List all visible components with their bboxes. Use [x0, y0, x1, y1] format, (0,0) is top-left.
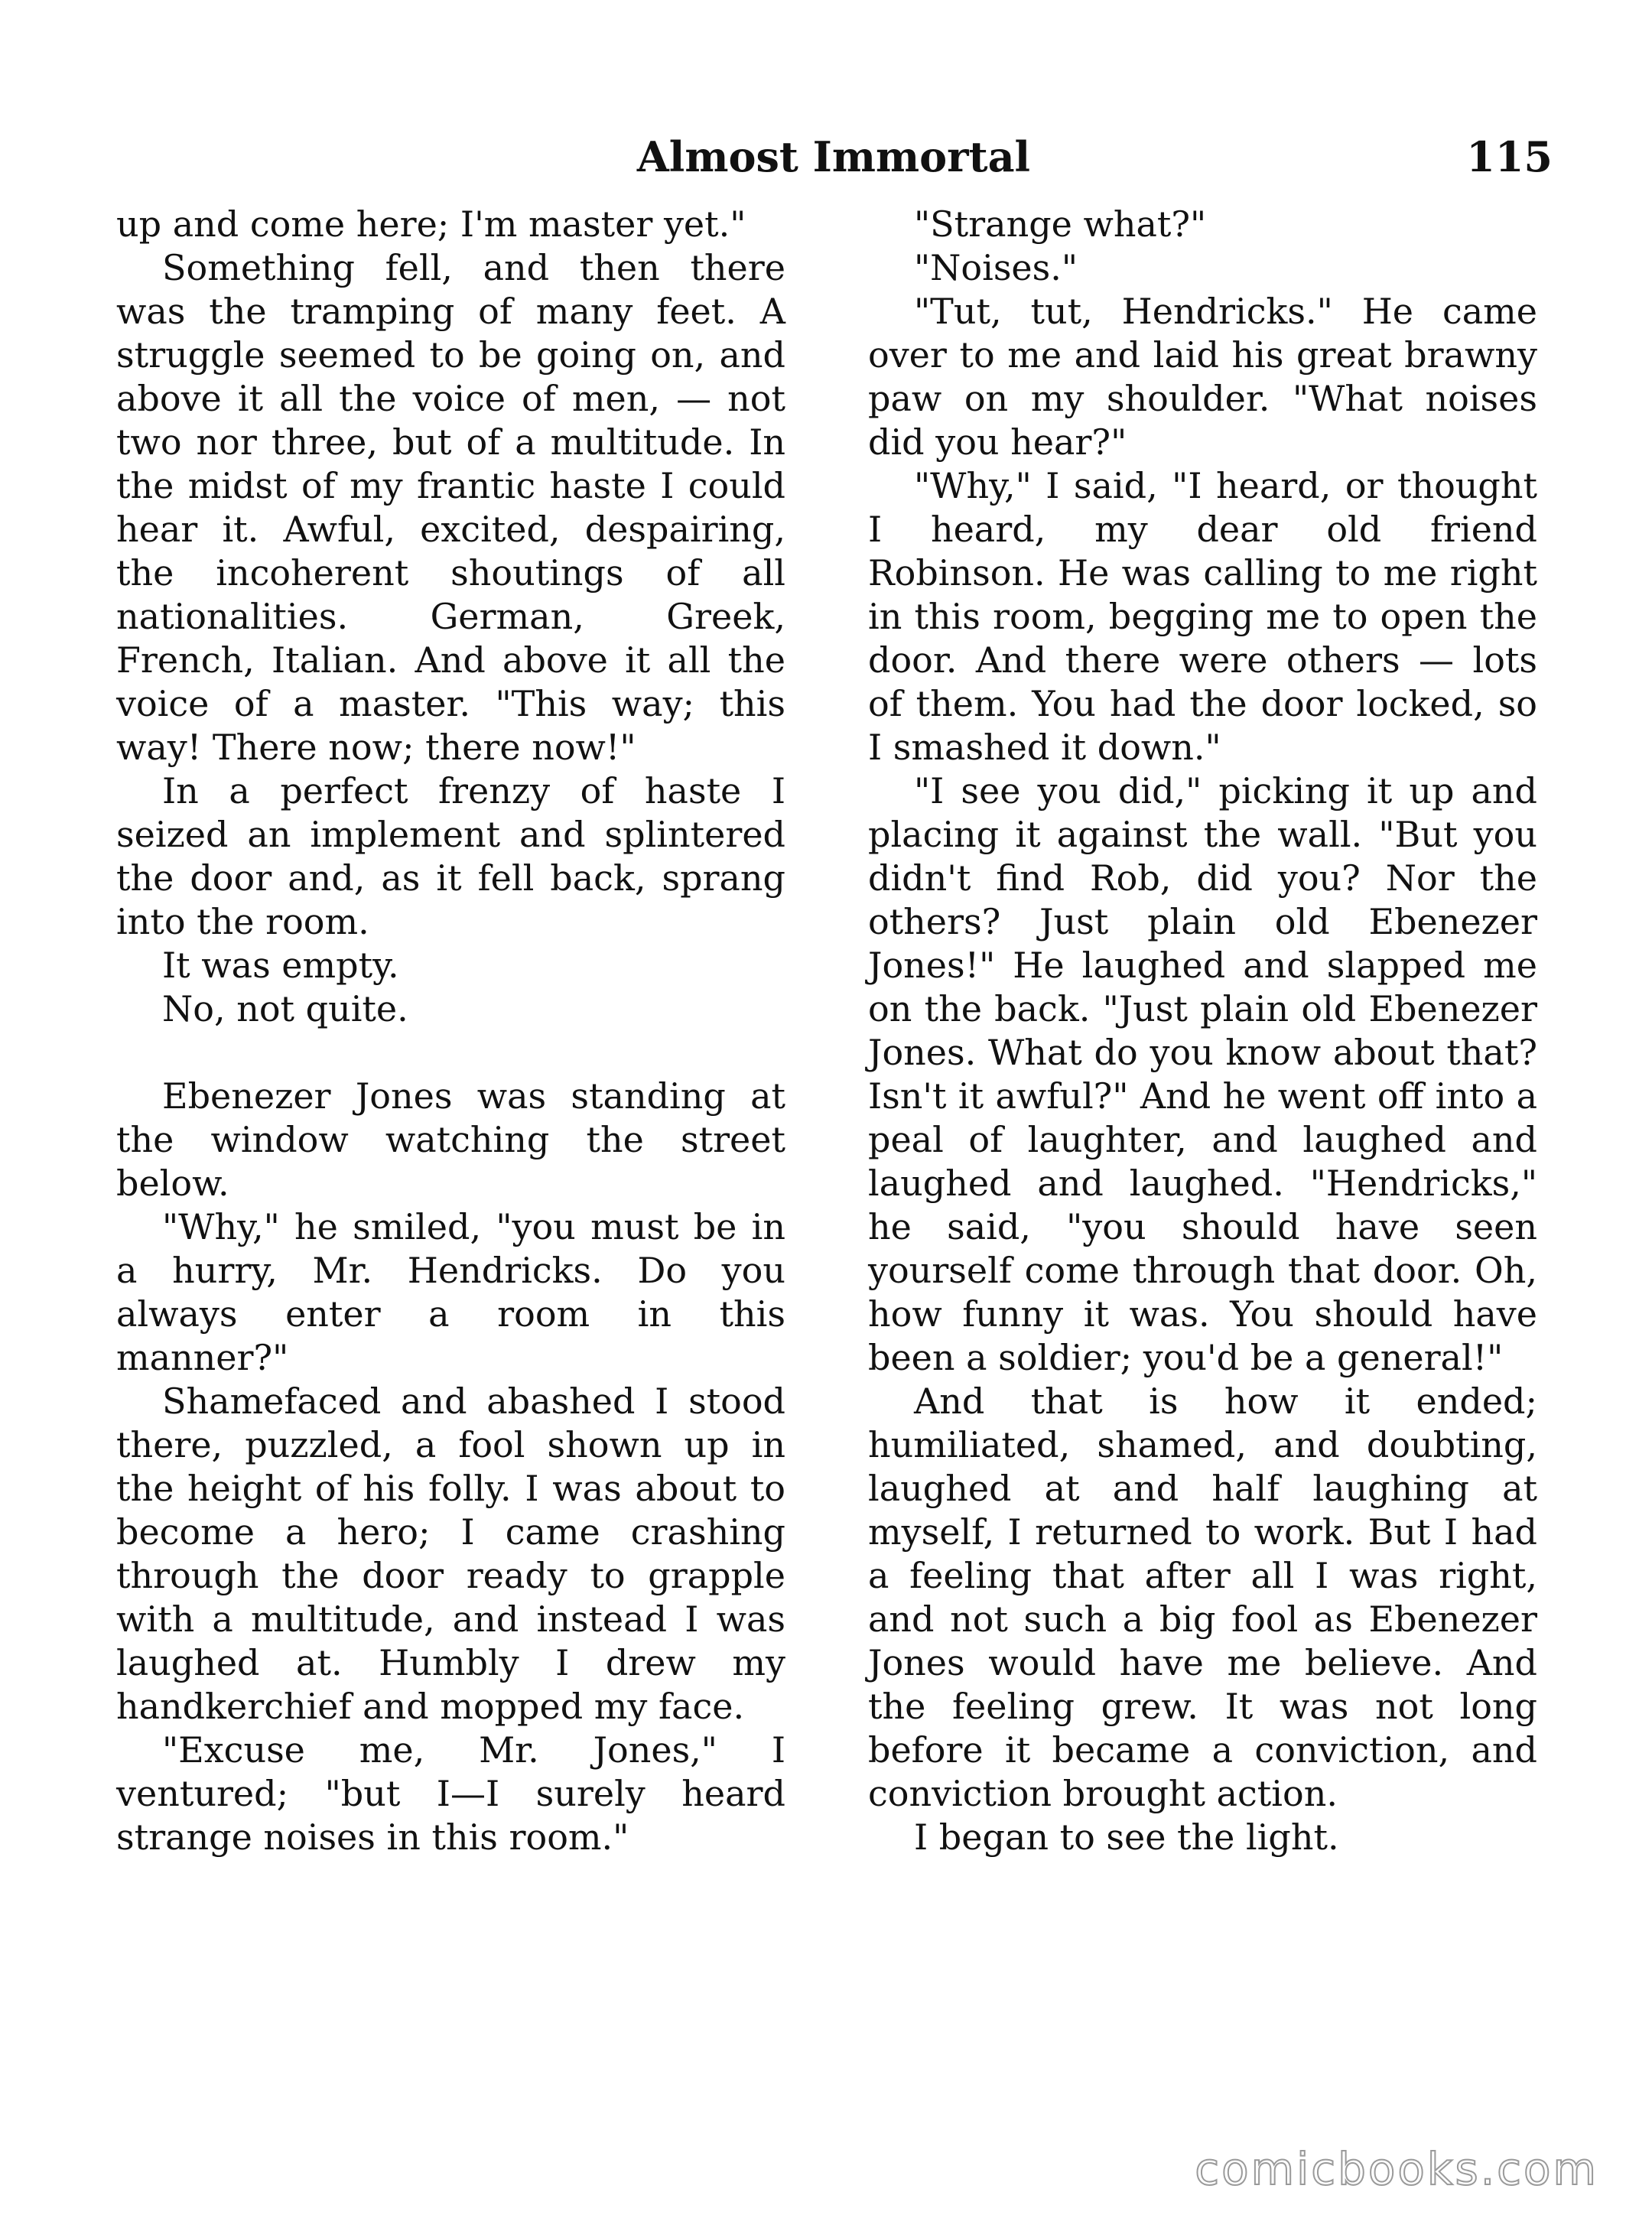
paragraph: "Noises." [914, 247, 1078, 288]
paragraph: "Why," he smiled, "you must be in a hurry, Mr. Hendricks. Do you always enter a room in this manner?" [116, 1206, 785, 1378]
page-number: 115 [1466, 132, 1553, 181]
text-column-left [116, 203, 785, 1859]
paragraph: In a perfect frenzy of haste I seized an implement and splintered the door and, as it fell back, sprang into the room. [116, 770, 785, 942]
site-watermark: comicbooks.com [1195, 2143, 1598, 2195]
text-column-right [868, 203, 1537, 1859]
paragraph: Shamefaced and abashed I stood there, puzzled, a fool shown up in the height of his folly. I was about to become a hero; I came crashing through the door ready to grapple with a multitude, and instead I was laughed at. Humbly I drew my handkerchief and mopped my face. [116, 1381, 785, 1727]
running-title: Almost Immortal [636, 132, 1031, 181]
paragraph: I began to see the light. [914, 1816, 1339, 1858]
paragraph: up and come here; I'm master yet." [116, 203, 746, 245]
paragraph: "I see you did," picking it up and placing it against the wall. "But you didn't find Rob, did you? Nor the others? Just plain old Ebenezer Jones!" He laughed and slapped me on the back. "Just plain old Ebenezer Jones. What do you know about that? Isn't it awful?" And he went off into a peal of laughter, and laughed and laughed and laughed. "Hendricks," he said, "you should have seen yourself come through that door. Oh, how funny it was. You should have been a soldier; you'd be a general!" [868, 770, 1537, 1378]
paragraph: Ebenezer Jones was standing at the window watching the street below. [116, 1075, 785, 1204]
paragraph: "Why," I said, "I heard, or thought I heard, my dear old friend Robinson. He was calling to me right in this room, begging me to open the door. And there were others — lots of them. You had the door locked, so I smashed it down." [868, 465, 1537, 768]
paragraph: It was empty. [162, 945, 399, 986]
paragraph: "Tut, tut, Hendricks." He came over to me and laid his great brawny paw on my shoulder. "What noises did you hear?" [868, 291, 1537, 463]
paragraph: "Strange what?" [914, 203, 1207, 245]
paragraph: No, not quite. [162, 988, 408, 1029]
paragraph: Something fell, and then there was the tramping of many feet. A struggle seemed to be going on, and above it all the voice of men, — not two nor three, but of a multitude. In the midst of my frantic haste I could hear it. Awful, excited, despairing, the incoherent shoutings of all nationalities. German, Greek, French, Italian. And above it all the voice of a master. "This way; this way! There now; there now!" [116, 247, 785, 768]
paragraph: "Excuse me, Mr. Jones," I ventured; "but I—I surely heard strange noises in this room." [116, 1729, 785, 1858]
page-header [115, 122, 1553, 191]
paragraph: And that is how it ended; humiliated, shamed, and doubting, laughed at and half laughing at myself, I returned to work. But I had a feeling that after all I was right, and not such a big fool as Ebenezer Jones would have me believe. And the feeling grew. It was not long before it became a conviction, and conviction brought action. [868, 1381, 1537, 1814]
